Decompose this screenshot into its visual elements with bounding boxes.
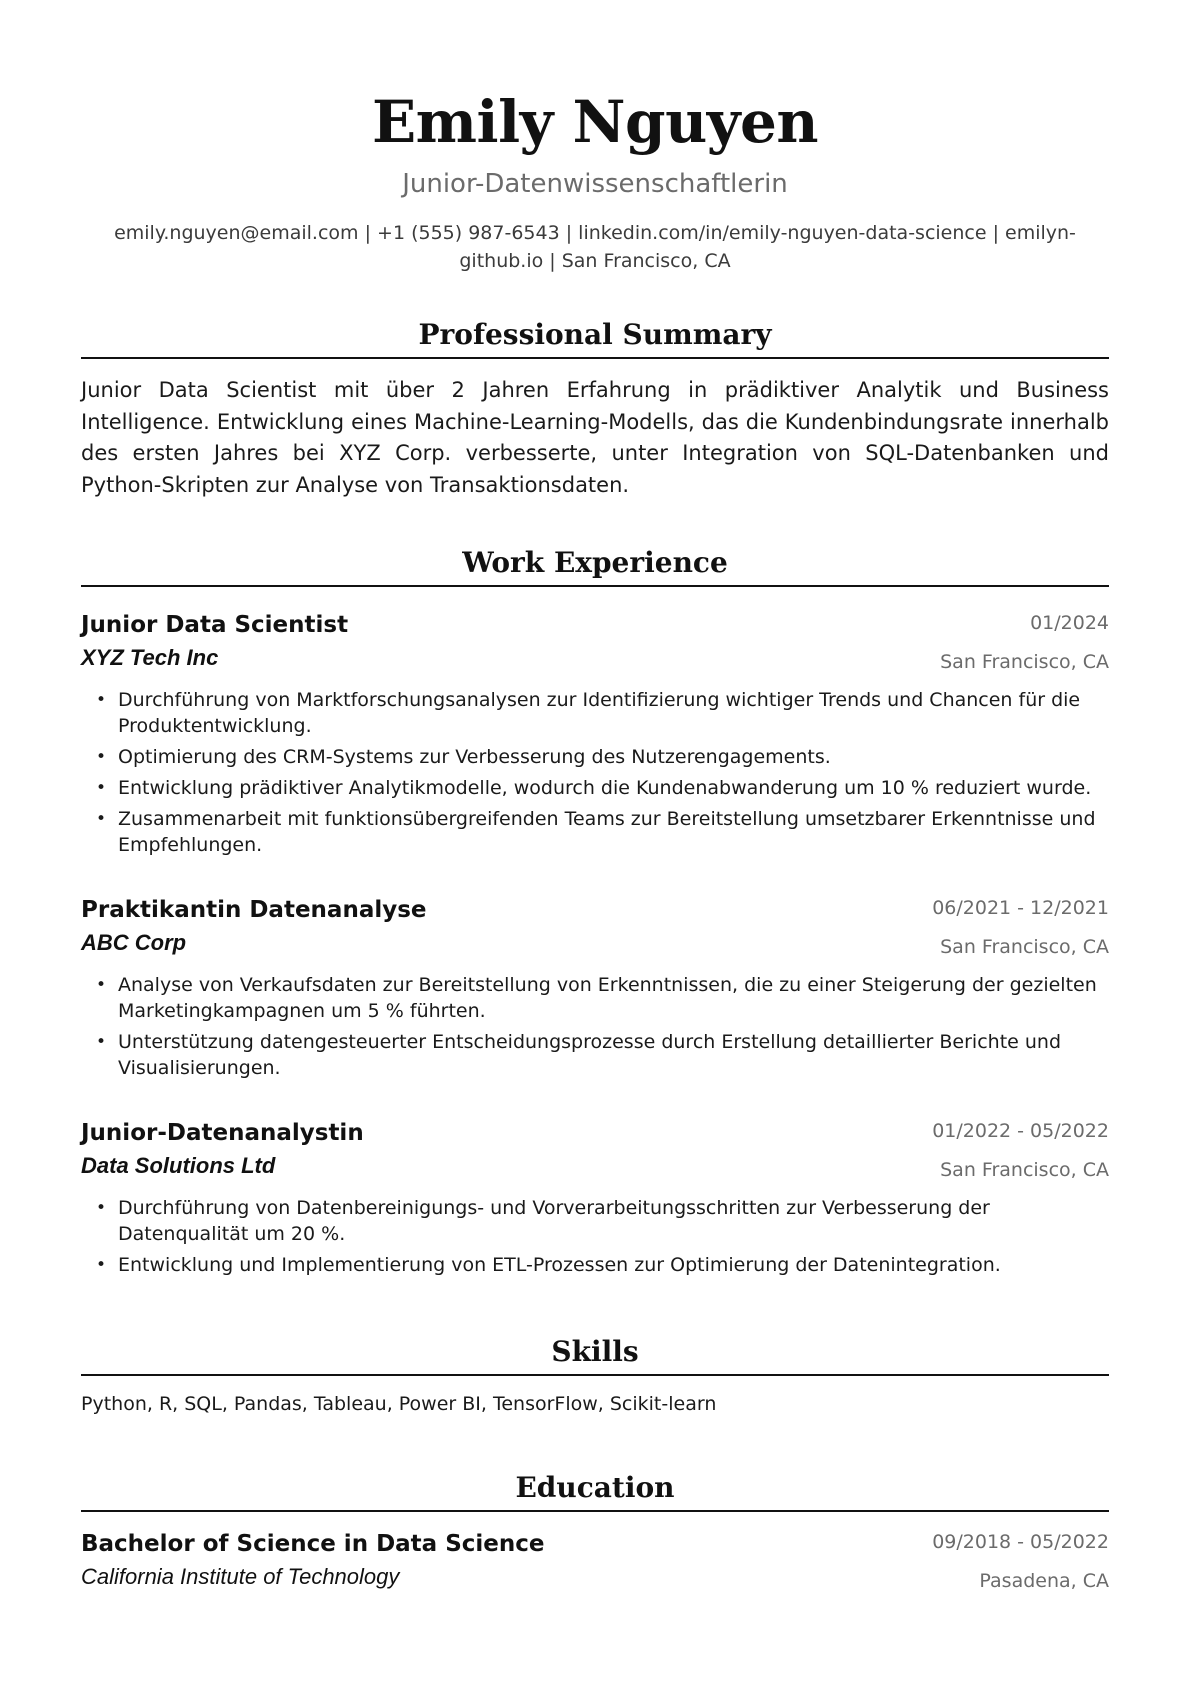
job-date: 06/2021 - 12/2021: [932, 897, 1109, 919]
contact-line: emily.nguyen@email.com | +1 (555) 987-6543 | linkedin.com/in/emily-nguyen-data-science | emilyn-github.io | San Francisco, CA: [114, 222, 1076, 272]
job-location: San Francisco, CA: [940, 1159, 1109, 1181]
education-entry: [81, 1528, 1109, 1594]
job-location: San Francisco, CA: [940, 651, 1109, 673]
job-title: Junior-Datenanalystin: [81, 1120, 364, 1146]
job-entry: [81, 609, 1109, 858]
section-heading-education: Education: [81, 1470, 1109, 1512]
list-item: • Entwicklung und Implementierung von ETL-Prozessen zur Optimierung der Datenintegration.: [118, 1252, 1109, 1278]
job-title: Praktikantin Datenanalyse: [81, 897, 427, 923]
job-bullets: [81, 687, 1109, 858]
job-company: ABC Corp: [81, 930, 187, 955]
list-item: • Optimierung des CRM-Systems zur Verbesserung des Nutzerengagements.: [118, 744, 1109, 770]
candidate-title: Junior-Datenwissenschaftlerin: [402, 169, 788, 199]
job-date: 01/2022 - 05/2022: [932, 1120, 1109, 1142]
job-company: Data Solutions Ltd: [81, 1153, 276, 1178]
education-degree: Bachelor of Science in Data Science: [81, 1531, 545, 1557]
candidate-name: Emily Nguyen: [371, 88, 819, 156]
list-item: • Durchführung von Datenbereinigungs- und Vorverarbeitungsschritten zur Verbesserung der Datenqualität um 20 %.: [118, 1195, 1109, 1247]
list-item: • Unterstützung datengesteuerter Entscheidungsprozesse durch Erstellung detaillierter Berichte und Visualisierungen.: [118, 1029, 1109, 1081]
list-item: • Zusammenarbeit mit funktionsübergreifenden Teams zur Bereitstellung umsetzbarer Erkenntnisse und Empfehlungen.: [118, 806, 1109, 858]
job-date: 01/2024: [1030, 612, 1109, 634]
section-heading-work: Work Experience: [81, 545, 1109, 587]
job-company: XYZ Tech Inc: [81, 645, 219, 670]
job-bullets: [81, 1195, 1109, 1278]
section-heading-skills: Skills: [81, 1334, 1109, 1376]
list-item: • Entwicklung prädiktiver Analytikmodelle, wodurch die Kundenabwanderung um 10 % reduziert wurde.: [118, 775, 1109, 801]
job-entry: [81, 894, 1109, 1081]
section-heading-summary: Professional Summary: [81, 317, 1109, 359]
job-title: Junior Data Scientist: [81, 612, 349, 638]
job-bullets: [81, 972, 1109, 1081]
skills-list: Python, R, SQL, Pandas, Tableau, Power BI, TensorFlow, Scikit-learn: [81, 1393, 717, 1415]
education-school: California Institute of Technology: [81, 1564, 400, 1589]
education-location: Pasadena, CA: [979, 1570, 1109, 1592]
job-entry: [81, 1117, 1109, 1278]
summary-text: Junior Data Scientist mit über 2 Jahren Erfahrung in prädiktiver Analytik und Business Intelligence. Entwicklung eines Machine-Learning-Modells, das die Kundenbindungsrate innerhalb des ersten Jahres bei XYZ Corp. verbesserte, unter Integration von SQL-Datenbanken und Python-Skripten zur Analyse von Transaktionsdaten.: [81, 378, 1109, 497]
education-date: 09/2018 - 05/2022: [932, 1531, 1109, 1553]
list-item: • Durchführung von Marktforschungsanalysen zur Identifizierung wichtiger Trends und Chancen für die Produktentwicklung.: [118, 687, 1109, 739]
list-item: • Analyse von Verkaufsdaten zur Bereitstellung von Erkenntnissen, die zu einer Steigerung der gezielten Marketingkampagnen um 5 % führten.: [118, 972, 1109, 1024]
job-location: San Francisco, CA: [940, 936, 1109, 958]
